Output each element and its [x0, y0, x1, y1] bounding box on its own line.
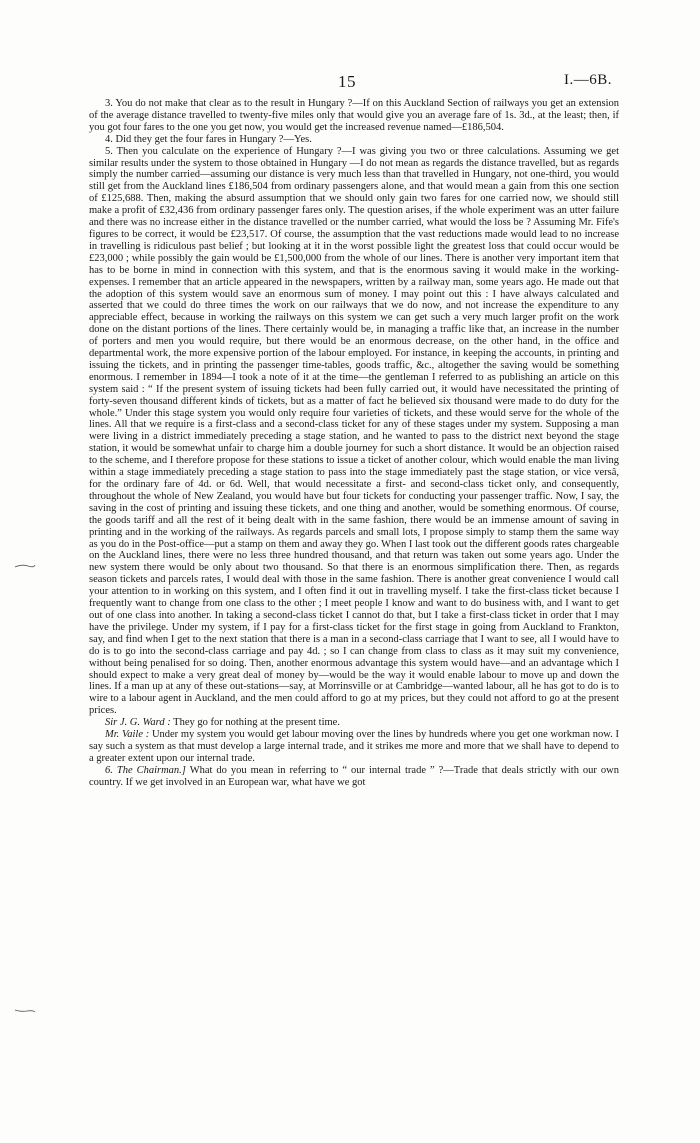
- paragraph-ward: [89, 717, 619, 729]
- paragraph-text: What do you mean in referring to “ our internal trade ” ?—Trade that deals strictly with our own country. If we get involved in an European war, what have we got: [89, 764, 619, 788]
- margin-pencil-mark-icon: [14, 563, 36, 569]
- paragraph-vaile: [89, 729, 619, 765]
- paragraph-text: 4. Did they get the four fares in Hungary ?—Yes.: [105, 133, 312, 145]
- paragraph-q4: [89, 134, 619, 146]
- paragraph-q3: [89, 98, 619, 134]
- speaker-label: 6. The Chairman.]: [105, 764, 186, 776]
- paragraph-q6: [89, 765, 619, 789]
- paragraph-text: Under my system you would get labour moving over the lines by hundreds where you get one workman now. I say such a system as that must develop a large internal trade, and it strikes me more and more that we shall have to depend to a greater extent upon our internal trade.: [89, 729, 619, 764]
- margin-pencil-mark-icon: [14, 1008, 36, 1014]
- paragraph-text: 3. You do not make that clear as to the result in Hungary ?—If on this Auckland Section of railways you get an extension of the average distance travelled to twenty-five miles only that would give you an average fare of 1s. 3d., at the least; then, if you got four fares to the one you get now, you would get the increased revenue named—£186,504.: [89, 98, 619, 133]
- paragraph-text: 5. Then you calculate on the experience of Hungary ?—I was giving you two or three calculations. Assuming we get similar results under the system to those obtained in Hungary —I do not mean as regards the distance travelled, but as regards simply the number carried—assuming our distance is very much less than that travelled in Hungary, not one-third, you would still get from the Auckland lines £186,504 from ordinary passengers alone, and that would mean a gain from this one section of £125,688. Then, making the absurd assumption that we should only gain two fares for one carried now, we should still make a profit of £32,436 from ordinary passenger fares only. The question arises, if the whole experiment was an utter failure and there was no increase either in the distance travelled or the number carried, what would the loss be ? Assuming Mr. Fife's figures to be correct, it would be £23,517. Of course, the assumption that the vast reductions made would lead to no increase in travelling is ridiculous past belief ; but looking at it in the worst possible light the greatest loss that could occur would be £23,000 ; while possibly the gain would be £1,500,000 from the whole of our lines. There is another very important item that has to be borne in mind in connection with this system, and that is the enormous saving it would make in the working-expenses. I remember that an article appeared in the newspapers, written by a railway man, some years ago. He made out that the adoption of this system would save an enormous sum of money. I may point out this : I have always calculated and asserted that we could do three times the work on our railways that we do now, and not increase the expenditure to any appreciable effect, because in working the railways on this system we can get such a very much larger profit on the work done on the distant portions of the lines. There certainly would be, in managing a traffic like that, an increase in the number of porters and men you would require, but there would be an enormous decrease, on the other hand, in the office and departmental work, the more expensive portion of the labour employed. For instance, in keeping the accounts, in printing and issuing the tickets, and in printing the passenger time-tables, goods traffic, &c., altogether the saving would be something enormous. I remember in 1894—I took a note of it at the time—the gentleman I referred to as publishing an article on this system said : “ If the present system of issuing tickets had been fully carried out, it would have necessitated the printing of forty-seven thousand different kinds of tickets, but as a matter of fact he believed six thousand were made to do duty for the whole.” Under this stage system you would only require four varieties of tickets, and these would serve for the whole of the lines. All that we require is a first-class and a second-class ticket for any of these stages under my system. Supposing a man were living in a district immediately preceding a stage station, and he wanted to pass to the district next beyond the stage station, it would be somewhat unfair to charge him a double journey for such a short distance. It would be an objection raised to the scheme, and I therefore propose for these stations to issue a ticket of another colour, which would enable the man living within a stage immediately preceding a stage station to pass into the stage immediately past the stage station, or vice versâ, for the ordinary fare of 4d. or 6d. Well, that would necessitate a first- and second-class ticket only, and consequently, throughout the whole of New Zealand, you would have but four tickets for conducting your passenger traffic. Now, I say, the saving in the cost of printing and issuing these tickets, and one thing and another, would be something enormous. Of course, the goods tariff and all the rest of it being dealt with in the same fashion, there would be an immense amount of saving in printing and in the working of the railways. As regards parcels and small lots, I propose simply to stamp them the same way as you do in the Post-office—put a stamp on them and away they go. When I last took out the different goods rates chargeable on the Auckland lines, there were no less three hundred thousand, and that return was taken out some years ago. Under the new system there would be only about two thousand. So that there is an enormous simplification there. Then, as regards season tickets and parcels rates, I would deal with those in the same fashion. There is another great convenience I would call your attention to in working on this system, and I often find it out in travelling myself. I take the first-class ticket because I frequently want to change from one class to the other ; I meet people I know and want to do business with, and I want to get out of one class into another. In taking a second-class ticket I cannot do that, but I take a first-class ticket in order that I may have the privilege. Under my system, if I pay for a first-class ticket for the first stage in going from Auckland to Frankton, say, and find when I get to the next station that there is a man in a second-class carriage that I want to see, all I would have to do is to go into the second-class carriage and pay 4d. ; so I can change from class to class as it may suit my convenience, without being penalised for so doing. Then, another enormous advantage this system would have—and an advantage which I should expect to make a very great deal of money by—would be the way it would enable labour to move up and down the lines. If a man up at any of these out-stations—say, at Morrinsville or at Cambridge—wanted labour, all he has got to do is to wire to a labour agent in Auckland, and the men could afford to go at my prices, but they could not afford to go at the present prices.: [89, 145, 619, 717]
- paragraph-q5: [89, 146, 619, 718]
- speaker-label: Sir J. G. Ward :: [105, 717, 171, 729]
- page-number: 15: [338, 72, 356, 91]
- speaker-label: Mr. Vaile :: [105, 729, 150, 741]
- document-reference: I.—6B.: [564, 72, 612, 88]
- paragraph-text: They go for nothing at the present time.: [173, 717, 340, 729]
- testimony-body: [89, 98, 619, 789]
- page-header: [0, 72, 700, 94]
